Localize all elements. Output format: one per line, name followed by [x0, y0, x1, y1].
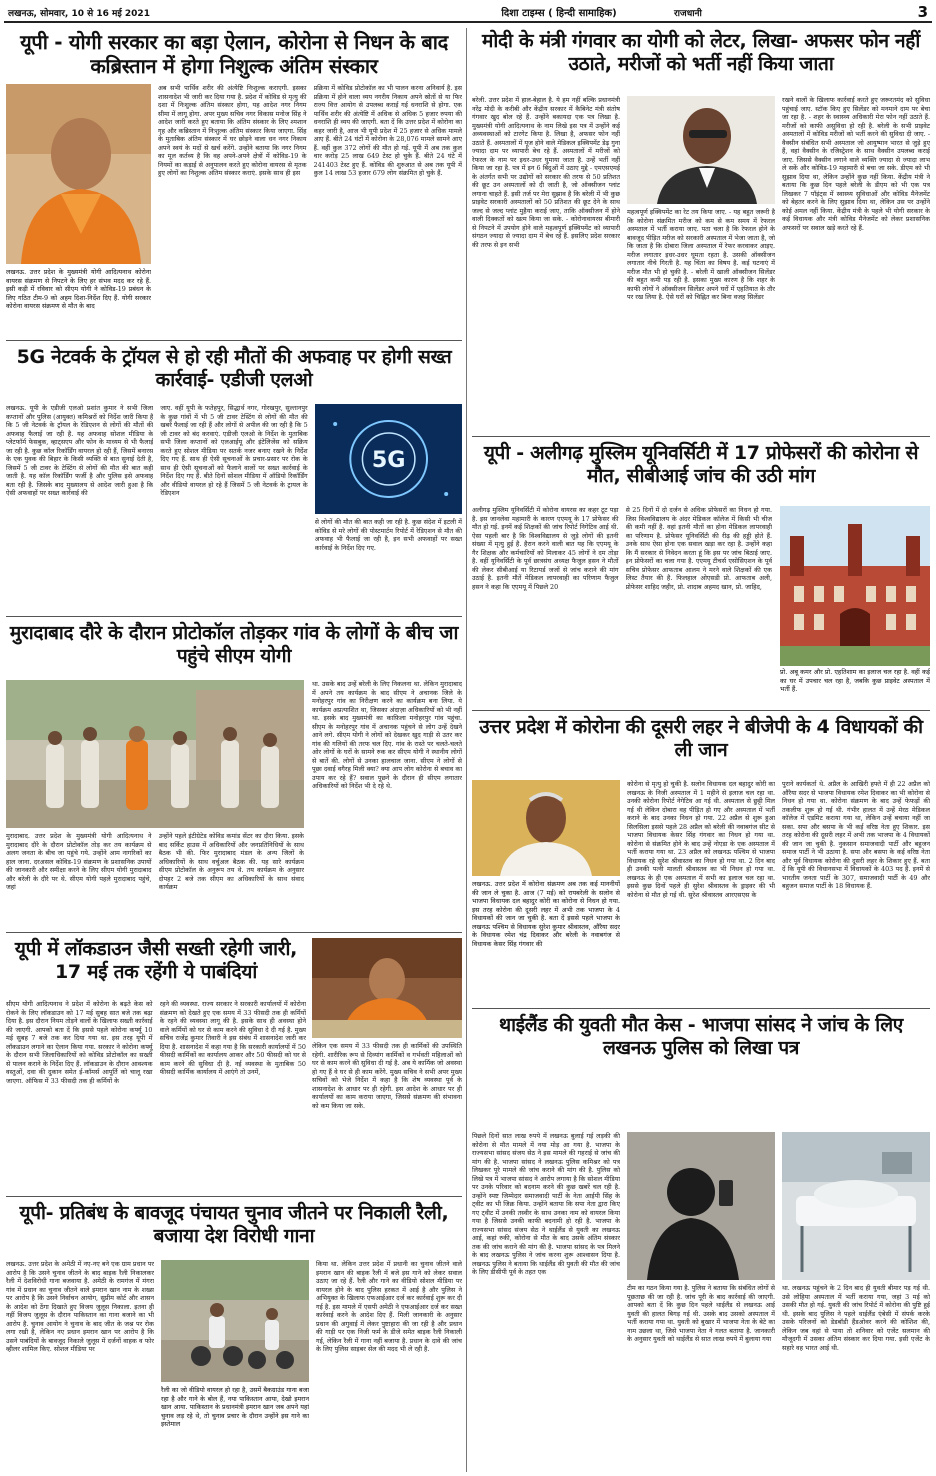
rule — [6, 340, 462, 341]
rule — [6, 616, 462, 617]
article-bjp-mlas-died — [472, 714, 930, 1010]
body-col-3 — [315, 404, 462, 616]
article-yogi-cremation — [6, 28, 462, 346]
article-thailand-woman-case — [472, 1012, 930, 1472]
article-body-left — [6, 832, 304, 936]
photo-5g — [315, 404, 462, 514]
body-col-2: उन्होंने पहले इंटीग्रेटेड कोविड कमांड सेंटर का दौरा किया. इसके बाद सर्किट हाउस में अधिकारियों और जनप्रतिनिधियों के साथ बैठक भी की. फिर मुरादाबाद मंडल के अन्य जिलों के अधिकारियों के साथ वर्चुअल बैठक की. यह सारे कार्यक्रम सीएम प्रोटोकॉल के अनुरूप तय थे. तय कार्यक्रम के अनुसार दोपहर 2 बजे तक सीएम का अधिकारियों के साथ संवाद कार्यक्रम — [158, 832, 304, 892]
rule — [472, 710, 930, 711]
body-col-2: कोरोना से मृत्यु हो चुकी है. सलोन विधायक दल बहादुर कोरी का लखनऊ के निजी अस्पताल में 1 महीने से इलाज चल रहा था. उनकी कोरोना रिपोर्ट नेगेटिव आ गई थी. अस्पताल से छुट्टी मिल गई थी लेकिन दोबारा वह पीड़ित हो गए और अस्पताल में भर्ती कराने के बाद उनका निधन हो गया. 22 अप्रैल से शुरू हुआ सिलसिला इससे पहले 28 अप्रैल को बरेली की नवाबगंज सीट से भाजपा विधायक केसर सिंह गंगवार का निधन हो गया था. कोरोना से संक्रमित होने के बाद उन्हें नोएडा के एक अस्पताल में भर्ती कराया गया था. 23 अप्रैल को लखनऊ पश्चिम से भाजपा विधायक रहे सुरेश श्रीवास्तव का निधन हो गया था. 2 दिन बाद ही उनकी पत्नी मालती श्रीवास्तव का भी निधन हो गया था. लखनऊ के ही एक अस्पताल में सभी का इलाज चल रहा था. इससे कुछ दिनों पहले ही सुरेश श्रीवास्तव के ड्राइवर की भी कोरोना से मौत हो गई थी. सुरेश श्रीवास्तव आरएसएस के — [627, 780, 775, 899]
body-col-3: रखने वालों के खिलाफ कार्रवाई करते हुए जरूरतमंद को सुविधा पहुंचाई जाए. स्टॉक किए हुए सिलेंडर को मनमाने दाम पर बेचा जा रहा है. - शहर के स्वास्थ्य अधिकारी मेरा फोन नहीं उठाते हैं. मरीजों को काफी असुविधा हो रही है. बरेली के सभी प्राइवेट अस्पतालों में कोविड मरीजों को भर्ती करने की सुविधा दी जाए. - वैक्सीन संबंधित सभी अस्पताल जो आयुष्मान भारत से जुड़े हुए हैं, वहां वैक्सीन के रजिस्ट्रेशन के साथ वैक्सीन उपलब्ध कराई जाए. जिससे वैक्सीन लगाने वाले व्यक्ति ज्यादा से ज्यादा लाभ ले सकें और कोविड-19 महामारी से बचा जा सके. डीएम को भी सुझाव दिया था, लेकिन उन्होंने कुछ नहीं किया. केंद्रीय मंत्री ने बताया कि कुछ दिन पहले बरेली के डीएम को भी एक पत्र लिखकर 7 पॉइंट्स में स्वास्थ्य सुविधाओं और कोविड मैनेजमेंट को बेहतर करने के लिए सुझाव दिया था, लेकिन उस पर उन्होंने कोई अमल नहीं किया. केंद्रीय मंत्री के पहले भी योगी सरकार के कई विधायक और मंत्री कोविड मैनेजमेंट को लेकर प्रशासनिक अफसरों पर सवाल खड़े करते रहे हैं. — [782, 96, 930, 232]
headline: यूपी - योगी सरकार का बड़ा ऐलान, कोरोना से निधन के बाद कब्रिस्तान में होगा निशुल्क अंतिम संस्कार — [20, 30, 448, 78]
headline: यूपी- प्रतिबंध के बावजूद पंचायत चुनाव जीतने पर निकाली रैली, बजाया देश विरोधी गाना — [19, 1202, 449, 1247]
section-name: राजधानी — [674, 8, 702, 19]
header-date: लखनऊ, सोमवार, 10 से 16 मई 2021 — [8, 8, 150, 19]
headline: थाईलैंड की युवती मौत केस - भाजपा सांसद ने जांच के लिए लखनऊ पुलिस को लिखा पत्र — [498, 1014, 903, 1059]
body-col-1: लखनऊ. यूपी के एडीजी एलओ प्रशांत कुमार ने सभी जिला कप्तानों और पुलिस (आयुक्त) कमिश्नरों को निर्देश जारी किया है कि 5 जी नेटवर्क के ट्रॉयल के रेडिएशन से लोगों की मौतों की अफवाह फैलाई जा रही है. यह अफवाह सोशल मीडिया के प्लेटफॉर्म फेसबुक, व्हाट्सएप और फोन के माध्यम से भी फैलाई जा रही है. कुछ कॉल रिकॉर्डिंग वायरल हो रही हैं, जिसमें बनारस के एक युवक की बिहार के किसी व्यक्ति से बात सुनाई देती है, जिसमें 5 जी टावर के टेस्टिंग से लोगों की मौत की बात कही जाती है. यह कॉल रिकॉर्डिंग फर्जी है और पुलिस इसे अफवाह बता रही है. जिसके बाद मुख्यालय से आदेश जारी हुआ है कि ऐसी अफवाहों पर सख्त कार्रवाई की — [6, 404, 154, 498]
body-col-1: सीएम योगी आदित्यनाथ ने प्रदेश में कोरोना के बढ़ते केस को रोकने के लिए लॉकडाउन को 17 मई सुबह सात बजे तक बढ़ा दिया है. इस दौरान नियम तोड़ने वालों के खिलाफ सख्ती कार्रवाई की जाएगी. आपको बता दें कि इससे पहले कोरोना कर्फ्यू 10 मई सुबह 7 बजे तक कर दिया गया था. इस तरह यूपी में लॉकडाउन लगाने का ऐलान किया गया. सरकार ने कोरोना कर्फ्यू के दौरान सभी जिलाधिकारियों को कोविड प्रोटोकॉल का सख्ती से पालन कराने के निर्देश दिए हैं. लॉकडाउन के दौरान आवश्यक वस्तुओं, दवा की दुकान समेत ई-कॉमर्स आपूर्ति को चालू रखा जाएगा. ऑफिस में 33 फीसदी तक ही कर्मियों के — [6, 1000, 153, 1085]
body-col-1: अब सभी पार्थिव शरीर की अंत्येष्टि निःशुल्क कराएगी. इसका शासनादेश भी जारी कर दिया गया है. प्रदेश में कोविड से मृत्यु की दशा में निःशुल्क अंतिम संस्कार होगा, यह आदेश नगर निगम सीमा में लागू होगा. अपर मुख्य सचिव नगर विकास मनोज सिंह ने आदेश जारी करते हुए बताया कि अंतिम संस्कार के लिए श्मशान गृह और कब्रिस्तान में निःशुल्क अंतिम संस्कार किया जाएगा. सिंह के मुताबिक अंतिम संस्कार में घर छोड़ने वाला धन नगर निकाय अपने स्वयं के मदों से खर्च करेंगे. उन्होंने बताया कि नगर निगम का मूल कर्तव्य है कि वह अपने-अपने क्षेत्रों में कोविड-19 के नियमों का कड़ाई से अनुपालन करते हुए कोरोना वायरस से मृतक हुए लोगों का निशुल्क अंतिम संस्कार कराएं. इसके साथ ही इस — [158, 84, 307, 178]
body-col-3-text: से लोगों की मौत की बात कही जा रही है. कुछ संदेश में इटली में कोविड से मरे लोगों की पोस्टमार्टम रिपोर्ट में रेडिएशन से मौत की अफवाह भी फैलाई जा रही है, इन सभी अफवाहों पर सख्त कार्रवाई के निर्देश दिए गए. — [314, 518, 462, 552]
page-number: 3 — [917, 3, 928, 21]
article-body-left — [6, 1000, 306, 1192]
article-body — [158, 84, 462, 344]
body-col-3: लेकिन एक समय में 33 फीसदी तक ही कार्मिकों की उपस्थिति रहेगी. शारीरिक रूप से दिव्यांग कार्मिकों व गर्भवती महिलाओं को घर से काम करने की सुविधा दी गई है. अब ये कार्मिक जो अवस्था हो गए हैं वे घर से ही काम करेंगे. मुख्य सचिव ने सभी अपर मुख्य सचिवों को भेजे निर्देश में कहा है कि शेष व्यवस्था पूर्व के शासनादेश के आधार पर ही रहेगी. इस आदेश के आधार पर ही कार्यालयों का काम कराया जाएगा, जिससे संक्रमण की संभावना को कम किया जा सके. — [312, 1042, 462, 1110]
photo-mla — [472, 780, 620, 876]
photo-caption: लखनऊ. उत्तर प्रदेश में कोरोना संक्रमण अब तक कई माननीयों की जान ले चुका है. आज (7 मई) को रायबरेली के सलोन से भाजपा विधायक दल बहादुर कोरी का कोरोना से निधन हो गया. इस तरह कोरोना की दूसरी लहर में अभी तक भाजपा के 4 विधायकों की जान जा चुकी है. बता दें इससे पहले भाजपा के लखनऊ पश्चिम से विधायक सुरेश कुमार श्रीवास्तव, औरैया सदर के विधायक रमेश चंद्र दिवाकर और बरेली के नवाबगंज से विधायक केसर सिंह गंगवार की — [472, 880, 620, 948]
page-header — [4, 3, 932, 23]
article-rally-anti-national-song — [6, 1200, 462, 1472]
photo-caption: रैली का जो वीडियो वायरल हो रहा है, उसमें बैकग्राउंड गाना बजा रहा है और गाने के बोल हैं, नया पाकिस्तान आया, देखो इमरान खान आया. पाकिस्तान के प्रधानमंत्री इमरान खान जब अपने यहां चुनाव लड़ रहे थे, तो चुनाव प्रचार के दौरान उन्होंने इस गाने का इस्तेमाल — [161, 1386, 309, 1429]
article-lockdown-extension — [6, 936, 462, 1196]
body-col-1: पिछले दिनों सात लाख रुपये में लखनऊ बुलाई गई लड़की की कोरोना से मौत मामले में नया मोड़ आ गया है. भाजपा के राज्यसभा सांसद संजय सेठ ने इस मामले की गहराई से जांच की मांग की है. भाजपा सांसद ने लखनऊ पुलिस कमिश्नर को पत्र लिखकर पूरे मामले की जांच कराने की मांग की है. पुलिस को लिखे पत्र में भाजपा सांसद ने आरोप लगाया है कि सोशल मीडिया पर उनके परिवार को बदनाम करने की कुछ खबरें चल रही है. उन्होंने स्पष्ट जिम्मेदार समाजवादी पार्टी के नेता आईपी सिंह के ट्वीट का भी जिक्र किया. उन्होंने बताया कि सपा नेता द्वारा किए गए ट्वीट में उनकी तस्वीर के साथ उनका नाम को वायरल किया गया है जिससे उनकी काफी बदनामी हो रही है. भाजपा के राज्यसभा सांसद संजय सेठ ने थाईलैंड से युवती का लखनऊ आई, कहां रुकी, कोरोना से मौत के बाद उसके अंतिम संस्कार तक की जांच कराने की मांग की है. भाजपा सांसद के पत्र मिलने के बाद लखनऊ पुलिस ने जांच करना शुरू आश्वासन दिया है. लखनऊ पुलिस ने बताया कि थाईलैंड की युवती की मौत की जांच के लिए डीसीपी पूर्व के तहत एक — [472, 1132, 620, 1277]
headline: मुरादाबाद दौरे के दौरान प्रोटोकॉल तोड़कर गांव के लोगों के बीच जा पहुंचे सीएम योगी — [9, 622, 459, 667]
rule — [6, 932, 462, 933]
photo-caption: प्रो. अबू कमर और प्रो. एहतिशाम का इलाज चल रहा है. वहीं कई का घर में उपचार चल रहा है, जबकि कुछ प्राइवेट अस्पताल में भर्ती हैं. — [780, 668, 930, 694]
headline: 5G नेटवर्क के ट्रॉयल से हो रही मौतों की अफवाह पर होगी सख्त कार्रवाई- एडीजी एलओ — [16, 346, 452, 391]
column-divider — [466, 28, 467, 1472]
body-col-1: मुरादाबाद. उत्तर प्रदेश के मुख्यमंत्री योगी आदित्यनाथ ने मुरादाबाद दौरे के दौरान प्रोटोकॉल तोड़ कर तय कार्यक्रम से अलग जनता के बीच जा पहुंचे गये. उन्होंने आम नागरिकों का हाल जाना. दरअसल कोविड-19 संक्रमण के प्रशासनिक उपायों की जानकारी और समीक्षा करने के लिए सीएम योगी मुरादाबाद और बरेली के दौरे पर थे. सीएम योगी पहले मुरादाबाद पहुंचे, जहां — [6, 832, 152, 892]
svg-text:5G: 5G — [371, 447, 406, 473]
photo-caption: लखनऊ. उत्तर प्रदेश के मुख्यमंत्री योगी आदित्यनाथ कोरोना वायरस संक्रमण से निपटने के लिए हर संभव मदद कर रहे हैं. इसी कड़ी में रविवार को सीएम योगी ने कोविड-19 प्रबंधन के लिए गठित टीम-9 को अहम दिशा-निर्देश दिए हैं. योगी सरकार कोरोना वायरस संक्रमण से मौत के बाद — [6, 268, 151, 311]
body-col-3: था. लखनऊ पहुंचने के 2 दिन बाद ही युवती बीमार पड़ गई थी. उसे लोहिया अस्पताल में भर्ती कराया गया, जहां 3 मई को उसकी मौत हो गई. युवती की जांच रिपोर्ट में कोरोना की पुष्टि हुई थी. इसके बाद पुलिस ने पहले थाईलैंड एंबेसी में संपर्क करके उसके परिजनों को डेडबॉडी हैंडओवर करने की कोशिश की, लेकिन जब वहां से पाया तो शनिवार को एजेंट सलमान की मौजूदगी में उसका अंतिम संस्कार कर दिया गया. इसी एजेंट के सहारे वह भारत आई थी. — [782, 1284, 930, 1352]
body-col-2: किया था. लेकिन उत्तर प्रदेश में प्रधानी का चुनाव जीतने वाले इमरान खान की बाइक रैली में बजे इस गाने को लेकर सवाल उठाए जा रहे हैं. रैली और गाने का वीडियो सोशल मीडिया पर वायरल होने के बाद पुलिस हरकत में आई है और पुलिस ने अभियुक्त के खिलाफ एफआईआर दर्ज कर कार्रवाई शुरू कर दी गई है. इस मामले में एसपी अमेठी ने एफआईआर दर्ज कर सख्त कार्रवाई करने के आदेश दिए हैं. मिली जानकारी के अनुसार प्रधान की अगुवाई में लेकर पुष्टाहारा की जा रही है और प्रधान की गाड़ी पर एक निजी फर्म के डीजे समेत बाइक रैली निकाली गई, लेकिन रैली में गाना नहीं बजाया है. प्रधान के दावे की जांच के लिए पुलिस साइबर सेल की मदद भी ले रही है. — [316, 1260, 462, 1354]
article-5g-rumour — [6, 344, 462, 620]
headline: मोदी के मंत्री गंगवार का योगी को लेटर, लिखा- अफसर फोन नहीं उठाते, मरीजों को भर्ती नहीं किया जाता — [481, 30, 920, 75]
body-col-1: लखनऊ. उत्तर प्रदेश के अमेठी में नए-नए बने एक ग्राम प्रधान पर आरोप है कि उसने चुनाव जीतने के बाद बाइक रैली निकालकर रैली में देशविरोधी गाना बजवाया है. अमेठी के रामगंज में मंगरा गांव में प्रधान का चुनाव जीतने वाले इमरान खान नाम के शख्स पर आरोप है कि उसने निर्वाचन आयोग, सुप्रीम कोर्ट और शासन के आदेश को ठेंगा दिखाते हुए विजय जुलूस निकाला. इतना ही नहीं विजय जुलूस के दौरान पाकिस्तान का गाना बजाने का भी आरोप है. चुनाव आयोग ने चुनाव के बाद जीत के जश्न पर रोक लगा रखी है, लेकिन नए प्रधान इमरान खान पर आरोप है कि उसने पाबंदियों के बावजूद निकाले जुलूस में दर्जनों वाहक व फोर व्हीलर शामिल किए. सोशल मीडिया पर — [6, 1260, 154, 1354]
body-col-2: महत्वपूर्ण इक्विपमेंट का रेट तय किया जाए. - यह बहुत जरूरी है कि कोरोना संक्रमित मरीज को कम से कम समय में रेफरल अस्पताल में भर्ती कराया जाए. पता चला है कि रेफरल होने के बावजूद पीड़ित मरीज को सरकारी अस्पताल में भेजा जाता है, जो कि जाता है कि दोबारा जिला अस्पताल में रेफर करवाकर आइए. मरीज लगातार इधर-उधर घूमता रहता है. उसकी ऑक्सीजन लगातार नीचे गिरती है. यह चिंता का विषय है. कई घटनाएं में मरीज मौत भी हो चुकी है. - बरेली में खाली ऑक्सीजन सिलेंडर की बहुत कमी पड़ रही है. इसका मुख्य कारण है कि शहर के काफी लोगों ने ऑक्सीजन सिलेंडर अपने घरों में एहतियात के तौर पर रख लिया है. ऐसे घरों को चिह्नित कर बिना वजह सिलेंडर — [627, 208, 775, 302]
rule — [472, 1008, 930, 1009]
newspaper-name: दिशा टाइम्स ( हिन्दी सामाहिक) — [501, 8, 617, 19]
article-yogi-moradabad — [6, 620, 462, 938]
article-body — [6, 404, 462, 616]
body-col-3: था. उसके बाद उन्हें बरेली के लिए निकलना था. लेकिन मुरादाबाद में अपने तय कार्यक्रम के बाद सीएम ने अचानक जिले के मनोहरपुर गांव का निरीक्षण करने का कार्यक्रम बना लिया. ये कार्यक्रम अप्रत्याशित था, जिसका अंदाज़ा अधिकारियों को भी नहीं था. इसके बाद मुख्यमंत्री का काफ़िला मनोहरपुर गांव पहुंचा. सीएम के मनोहरपुर गांव में अचानक पहुंचने से लोग उन्हें देखने आने लगे. सीएम योगी ने लोगों को देखकर खुद गाड़ी से उतर कर गांव की गलियों की तरफ चल दिए. गांव के रास्ते पर चलते-चलते ओर लोगों के घरों के सामने रुक कर सीएम योगी ने स्थानीय लोगों से बातें की. लोगों से उनका हालचाल जाना. सीएम ने लोगों से पूछा दवाई वगैरह मिली क्या? क्या आप लोग कोरोना से बचाव का उपाय कर रहे हैं? सवाल पूछने के दौरान ही सीएम लगातार अधिकारियों को निर्देश भी दे रहे थे. — [312, 680, 462, 791]
photo-yogi-meeting — [312, 938, 462, 1038]
headline: उत्तर प्रदेश में कोरोना की दूसरी लहर ने बीजेपी के 4 विधायकों की ली जान — [479, 716, 923, 761]
rule — [6, 1196, 462, 1197]
photo-hospital-beds — [782, 1132, 930, 1280]
body-col-2: प्रक्रिया में कोविड प्रोटोकॉल का भी पालन करना अनिवार्य है. इस प्रक्रिया में होने वाला व्यय नगरीय निकाय अपने स्रोतों से या फिर राज्य वित्त आयोग से उपलब्ध कराई गई धनराशि से होगा. एक पार्थिव शरीर की अंत्येष्टि में अधिक से अधिक 5 हजार रुपया की धनराशि ही व्यय की जाएगी. बता दें कि उत्तर प्रदेश में कोरोना का कहर जारी है, आज भी यूपी प्रदेश में 25 हजार से अधिक मामले आए हैं. बीते 24 घंटों में कोरोना के 28,076 मामले सामने आए हैं. वहीं कुल 372 लोगों की मौत हो गई. यूपी में अब तक कुल चार करोड़ 25 लाख 649 टेस्ट हो चुके हैं. बीते 24 घंटे में 241403 टेस्ट हुए हैं. कोविड की शुरुआत से अब तक यूपी में कुल 14 लाख 53 हजार 679 लोग संक्रमित हो चुके हैं. — [313, 84, 462, 178]
headline: यूपी - अलीगढ़ मुस्लिम यूनिवर्सिटी में 17 प्रोफेसरों की कोरोना से मौत, सीबीआई जांच की उठी मांग — [483, 442, 919, 487]
photo-village-visit — [6, 680, 304, 828]
body-col-1: अलीगढ़ मुस्लिम यूनिवर्सिटी में कोरोना वायरस का कहर टूट पड़ा है. इस जानलेवा महामारी के कारण एएमयू के 17 प्रोफेसर की मौत हो गई. इनमें कई शिक्षकों की जांच रिपोर्ट निगेटिव आई थी. ऐसा पहली बार है कि विश्वविद्यालय से जुड़े लोगों की इतनी संख्या में मृत्यु हुई है. हैरान करने वाली बात यह कि एएमयू के गैर शिक्षक और कर्मचारियों को मिलाकर 45 लोगों ने दम तोड़ा है. वहीं यूनिवर्सिटी के पूर्व छात्रसंघ अध्यक्ष फैजुल हसन ने मौतों की लेकर सीबीआई या रिटायर्ड जजों से जांच कराने की मांग उठाई है. इतनी मौतें मेडिकल लापरवाही का परिणाम फैजुल हसन ने कहा कि एएमयू में पिछले 20 — [472, 506, 619, 591]
body-col-1: बरेली. उत्तर प्रदेश में हाल-बेहाल है. ये हम नहीं बल्कि प्रधानमंत्री नरेंद्र मोदी के करीबी और केंद्रीय सरकार में कैबिनेट मंत्री संतोष गंगवार खुद बोल रहे हैं. उन्होंने बकायदा एक पत्र लिखा है. मुख्यमंत्री योगी आदित्यनाथ के नाम लिखे इस पत्र में उन्होंने कई अव्यवस्थाओं को टारगेट किया है. लिखा है, अफसर फोन नहीं उठाते हैं. अस्पतालों में यूज होने वाले मेडिकल इक्विपमेंट डेढ़ गुना ज्यादा दाम पर व्यापारी बेच रहे हैं. अस्पतालों में मरीजों को रेफरल के नाम पर इधर-उधर घुमाया जाता है. उन्हें भर्ती नहीं किया जा रहा है. पत्र में इन 6 बिंदुओं में उठाए मुद्दे - एमएसएमई के अंतर्गत सभी पर उद्योगों को सरकार की तरफ से 50 प्रतिशत की छूट उन अस्पतालों को दी जाती है, जो ऑक्सीजन प्लांट लगाना चाहते हैं. इसी तर्ज पर मेरा सुझाव है कि बरेली में भी कुछ प्राइवेट सरकारी अस्पतालों को 50 प्रतिशत की छूट देने के साथ जल्द से जल्द प्लांट मुहैया कराई जाए, ताकि ऑक्सीजन में होने वाली दिक्कतों को खत्म किया जा सके. - कोरोनावायरस बीमारी से निपटने में उपयोग होने वाले महत्वपूर्ण इक्विपमेंट को व्यापारी संगठन ज्यादा से ज्यादा दाम में बेच रहे हैं. इसलिए प्रदेश सरकार की तरफ से इन सभी — [472, 96, 620, 249]
body-col-2: से 25 दिनों में दो दर्जन से अधिक प्रोफेसरों का निधन हो गया. जिस विश्वविद्यालय के अंदर मेडिकल कॉलेज में किसी भी चीज की कमी नहीं है. वहां इतनी मौतों का होना मेडिकल लापरवाही का परिणाम है. प्रोफेसर यूनिवर्सिटी की रीढ़ की हड्डी होते हैं. उनके साथ ऐसा होना एक सवाल खड़ा कर रहा है. उन्होंने कहा कि मैं सरकार से निवेदन करता हूं कि इस पर जांच बिठाई जाए. इन प्रोफेसरों का चला गया है. एएमयू टीचर्स एसोसिएशन के पूर्व सचिव प्रोफेसर आफताब आलम ने मरने वाले शिक्षकों की एक लिस्ट तैयार की है. फिलहाल ओएसडी प्रो. आफताब अली, प्रोफेसर शाहिद जहीर, प्रो. शादाब अहमद खान, प्रो. जाहिद, — [625, 506, 772, 591]
photo-silhouette-phone — [627, 1132, 775, 1280]
article-body — [472, 506, 772, 706]
photo-yogi — [6, 84, 151, 264]
body-col-2: जाए. वहीं यूपी के फतेहपुर, सिद्धार्थ नगर, गोरखपुर, सुल्तानपुर के कुछ गांवों में भी 5 जी टावर टेस्टिंग से लोगों की मौत की खबरें फैलाई जा रही हैं और लोगों से अपील की जा रही है कि 5 जी टावर को बंद करवाएं. एडीजी एलओ के निर्देश के मुताबिक सभी जिला कप्तानों को एलआईयू और इंटेलिजेंस को सक्रिय करते हुए सोशल मीडिया पर सतर्क नजर बनाए रखने के निर्देश दिए गए हैं. साथ ही ऐसी सूचनाओं के प्रचार-प्रसार पर रोक के साथ ही ऐसी सूचनाओं को फैलाने वालों पर सख्त कार्रवाई के निर्देश दिए गए हैं. बीते दिनों सोशल मीडिया में ऑडियो रिकॉर्डिंग और वीडियो वायरल हो रहे हैं जिसमें 5 जी नेटवर्क के ट्रायल के रेडिएशन — [160, 404, 308, 498]
rule — [472, 436, 930, 437]
photo-amu-building — [780, 506, 930, 666]
article-amu-professors — [472, 440, 930, 710]
headline: यूपी में लॉकडाउन जैसी सख्ती रहेगी जारी, 17 मई तक रहेंगी ये पाबंदियां — [14, 938, 298, 983]
body-col-2: टीम का गठन किया गया है. पुलिस ने बताया कि संबंधित लोगों से पूछताछ की जा रही है. जांच पूरी के बाद कार्रवाई की जाएगी. आपको बता दें कि कुछ दिन पहले थाईलैंड से लखनऊ आई युवती की हालत बिगड़ गई थी. उसके बाद उसको अस्पताल में भर्ती कराया गया था. युवती को बुखार में भाजपा नेता के बेटे का नाम उछला था, जिसे भाजपा नेता ने गलत बताया है. जानकारी के अनुसार युवती को थाईलैंड से सात लाख रुपये में बुलाया गया — [627, 1284, 775, 1344]
body-col-2: रहने की व्यवस्था. राज्य सरकार ने सरकारी कार्यालयों में कोरोना संक्रमण को देखते हुए एक समय में 33 फीसदी तक ही कर्मियों के रहने की व्यवस्था लागू की है. इसके साथ ही अवस्था होने वाले कर्मियों को घर से काम करने की सुविधा दे दी गई है. मुख्य सचिव राजेंद्र कुमार तिवारी ने इस संबंध में शासनादेश जारी कर दिया है. शासनादेश में कहा गया है कि सरकारी कार्यालयों में 50 फीसदी कार्मिकों का कार्यालय आकर और 50 फीसदी को घर से काम करने की सुविधा दी है. नई व्यवस्था के मुताबिक 50 फीसदी कार्मिक कार्यालय में आएंगे तो उनमें, — [159, 1000, 306, 1077]
photo-gangwar — [627, 96, 775, 204]
body-col-3: पुराने कार्यकर्ता थे. अप्रैल के आखिरी हफ्ते में ही 22 अप्रैल को औरैया सदर से भाजपा विधायक रमेश दिवाकर का भी कोरोना से निधन हो गया था. कोरोना संक्रमण के बाद उन्हें फेफड़ों की तकलीफ शुरू हो गई थी. गंभीर हालत में उन्हें मेरठ मेडिकल कॉलेज में एडमिट कराया गया था, लेकिन उन्हें बचाया नहीं जा सका. सपा और बसपा के भी कई वरिष्ठ नेता हुए शिकार. इस तरह कोरोना की दूसरी लहर में अभी तक भाजपा के 4 विधायकों की जान जा चुकी है. नुकसान समाजवादी पार्टी और बहुजन समाज पार्टी ने भी उठाया है. सपा और बसपा के कई वरिष्ठ नेता और पूर्व विधायक कोरोना की दूसरी लहर के शिकार हुए हैं. बता दें कि यूपी की विधानसभा में विधायकों के 403 पद हैं. इनमें से भारतीय जनता पार्टी के 307, समाजवादी पार्टी के 49 और बहुजन समाज पार्टी के 18 विधायक हैं. — [782, 780, 930, 891]
photo-bike-rally — [161, 1260, 309, 1382]
article-gangwar-letter — [472, 28, 930, 436]
